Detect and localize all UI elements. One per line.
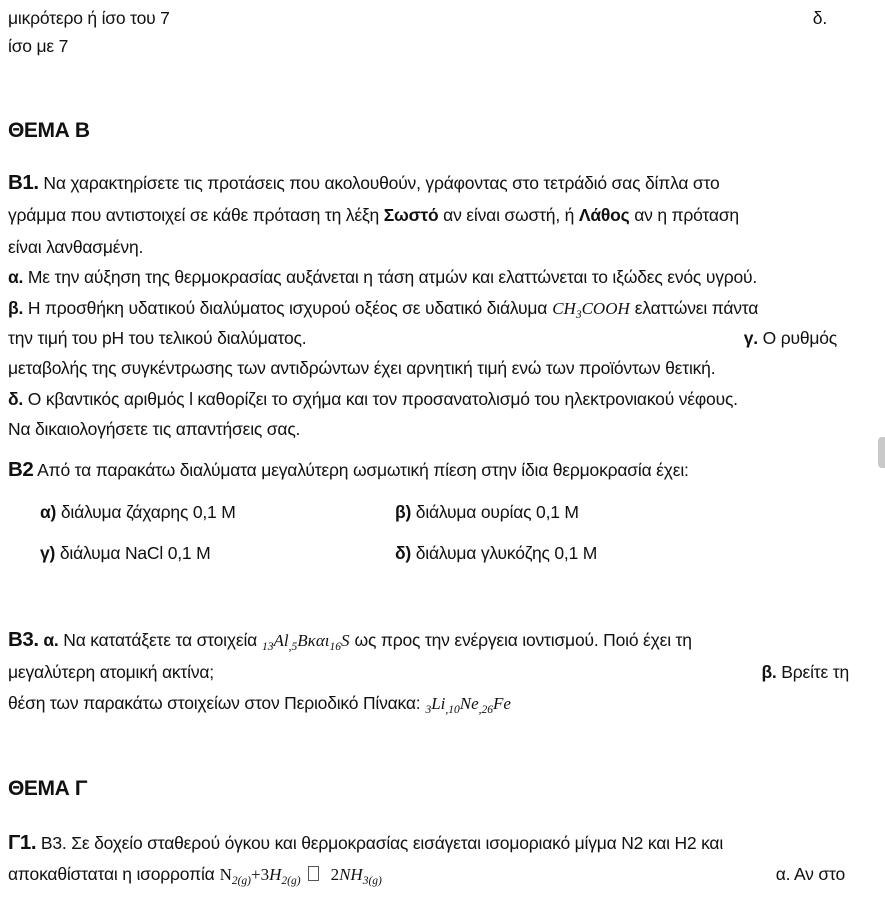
fragment-equal-7: ίσο με 7 bbox=[8, 36, 69, 56]
fragment-smaller-or-equal-7: μικρότερο ή ίσο του 7 bbox=[8, 8, 170, 28]
word-lathos: Λάθος bbox=[578, 205, 630, 225]
b2-option-d: δ) διάλυμα γλυκόζης 0,1 Μ bbox=[395, 543, 598, 563]
g1-a-fragment: α. Αν στο bbox=[775, 864, 845, 884]
b2-option-g: γ) διάλυμα NaCl 0,1 Μ bbox=[40, 543, 211, 563]
g1-line-1: Γ1. Β3. Σε δοχείο σταθερού όγκου και θερμοκρασίας εισάγεται ισομοριακό μίγμα Ν2 και Η2 και bbox=[8, 831, 724, 854]
scrollbar-thumb[interactable] bbox=[878, 437, 885, 468]
b1-label: Β1. bbox=[8, 171, 39, 194]
b3-a-label: α. bbox=[43, 630, 59, 650]
b1-statement-g-start: γ. Ο ρυθμός bbox=[743, 328, 837, 348]
b1-intro-line-2: γράμμα που αντιστοιχεί σε κάθε πρόταση τη λέξη Σωστό αν είναι σωστή, ή Λάθος αν η πρόταση bbox=[8, 205, 739, 225]
b3-line-1: Β3. α. Να κατατάξετε τα στοιχεία $_{13}Al_{,5}B\kappa\alpha\iota_{16}S$ ως προς την ενέργεια ιοντισμού. Ποιό έχει τη bbox=[8, 628, 692, 653]
formula-elements-al-b-s: $_{13}Al_{,5}B\kappa\alpha\iota_{16}S$ bbox=[262, 631, 350, 653]
b1-intro-line-1: Β1. Να χαρακτηρίσετε τις προτάσεις που ακολουθούν, γράφοντας στο τετράδιό σας δίπλα στο bbox=[8, 171, 720, 194]
b1-statement-b-line-2: την τιμή του pH του τελικού διαλύματος. γ. Ο ρυθμός bbox=[8, 328, 837, 348]
b3-line-2: μεγαλύτερη ατομική ακτίνα; β. Βρείτε τη bbox=[8, 662, 849, 682]
b1-statement-g-cont: μεταβολής της συγκέντρωσης των αντιδρώντων έχει αρνητική τιμή ενώ των προϊόντων θετική. bbox=[8, 358, 716, 378]
b2-option-a: α) διάλυμα ζάχαρης 0,1 Μ bbox=[40, 502, 236, 522]
b3-label: Β3. bbox=[8, 628, 39, 651]
statement-a-label: α. bbox=[8, 267, 24, 287]
formula-elements-li-ne-fe: $_3Li_{,10}Ne_{,26}Fe$ bbox=[425, 694, 511, 716]
b1-statement-a: α. Με την αύξηση της θερμοκρασίας αυξάνεται η τάση ατμών και ελαττώνεται το ιξώδες ενός υγρού. bbox=[8, 267, 758, 287]
statement-d-label: δ. bbox=[8, 389, 24, 409]
g1-label: Γ1. bbox=[8, 831, 37, 854]
b1-justify-note: Να δικαιολογήσετε τις απαντήσεις σας. bbox=[8, 419, 301, 439]
line-answer-fragment-1 bbox=[8, 6, 827, 30]
fragment-option-d: δ. bbox=[812, 8, 827, 28]
b1-statement-d: δ. Ο κβαντικός αριθμός l καθορίζει το σχήμα και τον προσανατολισμό του ηλεκτρονιακού νέφους. bbox=[8, 389, 738, 409]
section-heading-thema-g: ΘΕΜΑ Γ bbox=[8, 777, 88, 800]
b1-intro-line-3: είναι λανθασμένη. bbox=[8, 237, 144, 257]
word-sosto: Σωστό bbox=[383, 205, 439, 225]
b2-option-b: β) διάλυμα ουρίας 0,1 Μ bbox=[395, 502, 579, 522]
b1-statement-b-line-1: β. Η προσθήκη υδατικού διαλύματος ισχυρού οξέος σε υδατικό διάλυμα $CH_3COOH$ ελαττώνει πάντα bbox=[8, 298, 759, 321]
missing-glyph-box bbox=[308, 866, 319, 881]
line-answer-fragment-2 bbox=[8, 34, 851, 58]
b3-b-start: β. Βρείτε τη bbox=[761, 662, 849, 682]
b3-b-label: β. bbox=[761, 662, 777, 682]
statement-g-label: γ. bbox=[743, 328, 758, 348]
formula-ch3cooh: $CH_3COOH$ bbox=[552, 299, 630, 321]
g1-line-2 bbox=[8, 862, 845, 893]
b3-line-3: θέση των παρακάτω στοιχείων στον Περιοδικό Πίνακα: $_3Li_{,10}Ne_{,26}Fe$ bbox=[8, 693, 511, 716]
g1-equation-part: αποκαθίσταται η ισορροπία $N_{2(g)}+3H_{2(g)}$ $2NH_{3(g)}$ bbox=[8, 864, 382, 887]
section-heading-thema-b: ΘΕΜΑ Β bbox=[8, 119, 90, 142]
b2-label: Β2 bbox=[8, 458, 34, 481]
b2-question: Β2 Από τα παρακάτω διαλύματα μεγαλύτερη ωσμωτική πίεση στην ίδια θερμοκρασία έχει: bbox=[8, 458, 689, 481]
statement-b-label: β. bbox=[8, 298, 24, 318]
formula-equilibrium-reaction: $N_{2(g)}+3H_{2(g)}$ $2NH_{3(g)}$ bbox=[219, 865, 382, 887]
